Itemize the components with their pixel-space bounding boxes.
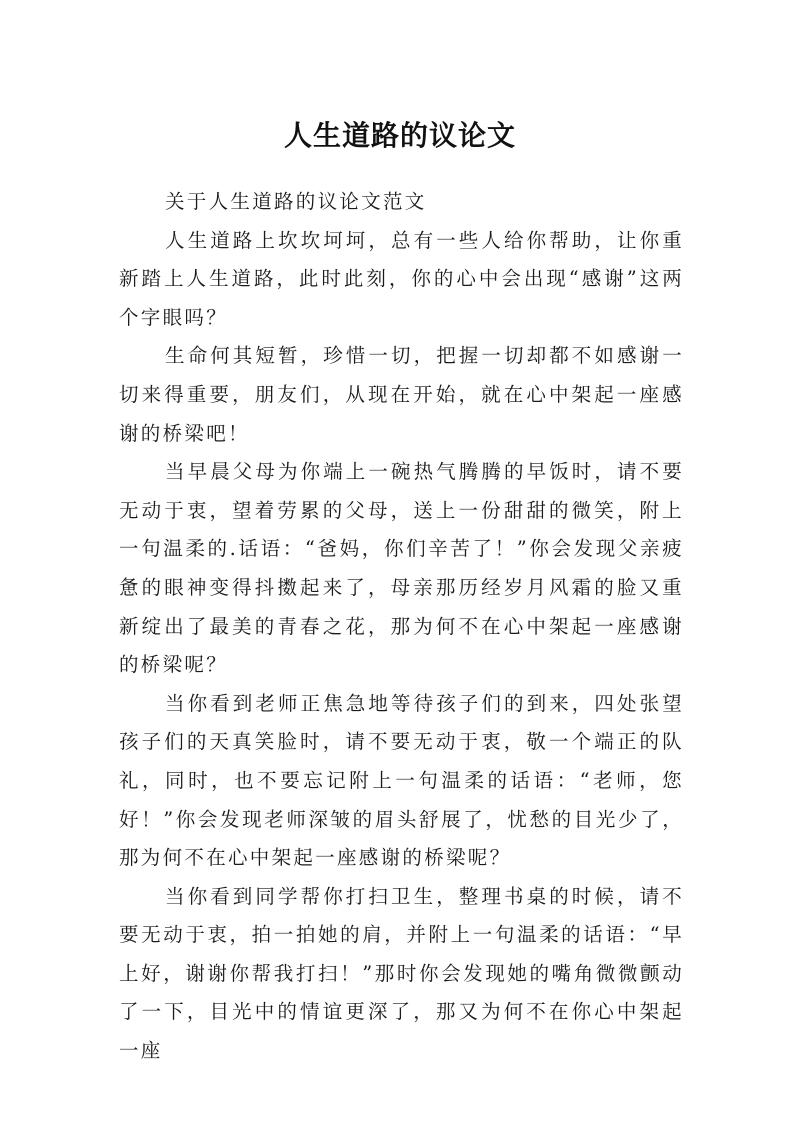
paragraph: 当你看到老师正焦急地等待孩子们的到来，四处张望孩子们的天真笑脸时，请不要无动于衷，敬一个端正的队礼，同时，也不要忘记附上一句温柔的话语：“老师，您好！”你会发现老师深皱的眉头舒展了，忧愁的目光少了，那为何不在心中架起一座感谢的桥梁呢？: [119, 691, 684, 870]
paragraph-subtitle: 关于人生道路的议论文范文: [165, 190, 427, 213]
paragraph: 当你看到同学帮你打扫卫生，整理书桌的时候，请不要无动于衷，拍一拍她的肩，并附上一句温柔的话语：“早上好，谢谢你帮我打扫！”那时你会发现她的嘴角微微颤动了一下，目光中的情谊更深了，那又为何不在你心中架起一座: [119, 884, 684, 1063]
page-title: 人生道路的议论文: [283, 118, 516, 152]
article-body: [119, 183, 684, 1071]
paragraph: 当早晨父母为你端上一碗热气腾腾的早饭时，请不要无动于衷，望着劳累的父母，送上一份甜甜的微笑，附上一句温柔的.话语：“爸妈，你们辛苦了！”你会发现父亲疲惫的眼神变得抖擞起来了，母亲那历经岁月风霜的脸又重新绽出了最美的青春之花，那为何不在心中架起一座感谢的桥梁呢？: [119, 460, 684, 677]
paragraph: 生命何其短暂，珍惜一切，把握一切却都不如感谢一切来得重要，朋友们，从现在开始，就在心中架起一座感谢的桥梁吧！: [119, 344, 684, 445]
paragraph: 人生道路上坎坎坷坷，总有一些人给你帮助，让你重新踏上人生道路，此时此刻，你的心中会出现“感谢”这两个字眼吗？: [119, 228, 684, 329]
